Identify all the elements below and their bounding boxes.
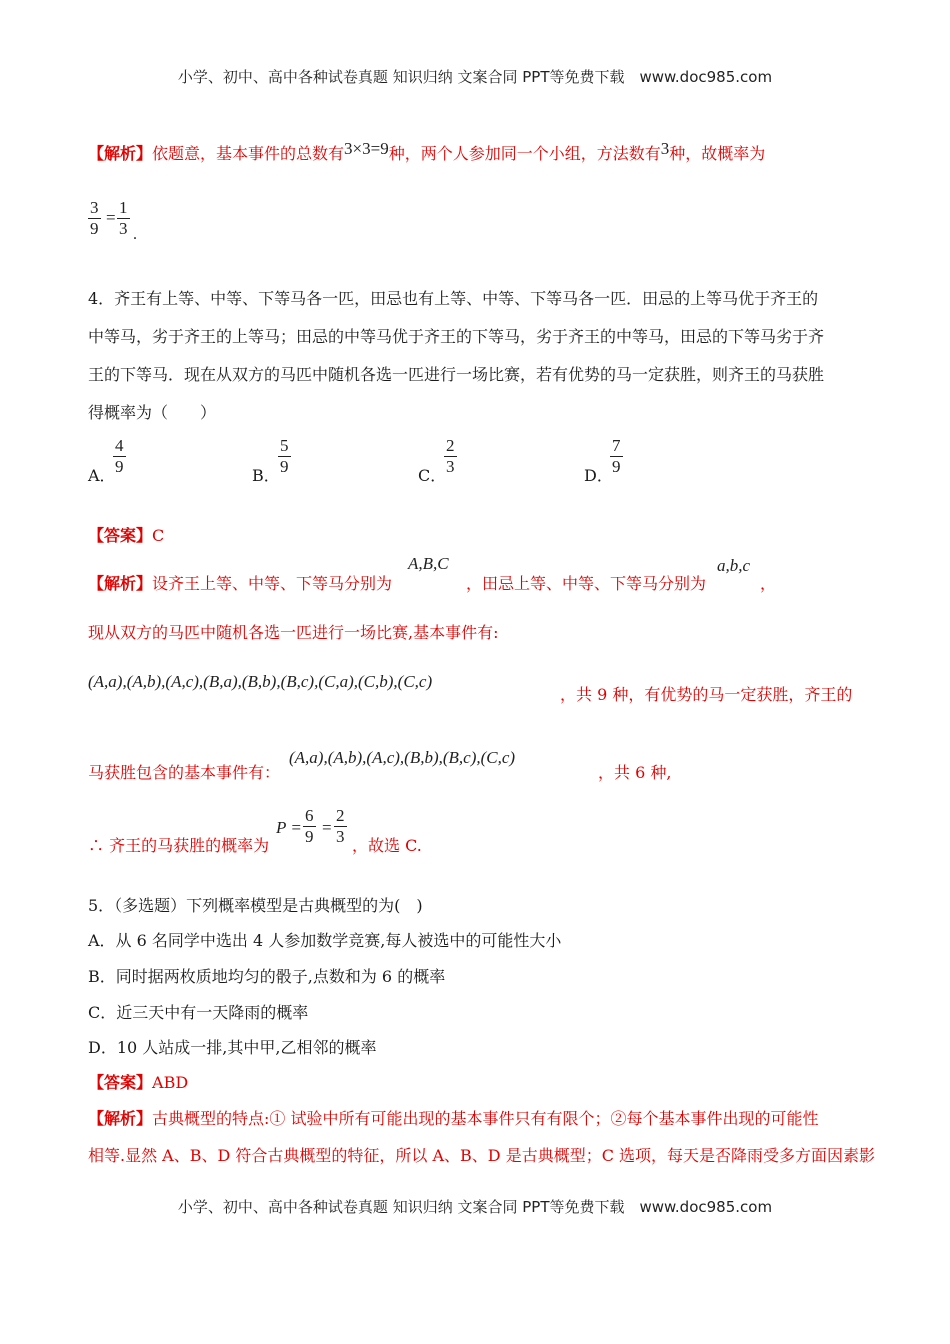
period: . xyxy=(133,226,137,243)
fraction xyxy=(117,198,130,239)
q5-analysis-line2: 相等.显然 A、B、D 符合古典概型的特征，所以 A、B、D 是古典概型；C 选项，每天是否降雨受多方面因素影 xyxy=(88,1146,876,1165)
denominator: 9 xyxy=(612,457,621,476)
numerator: 2 xyxy=(446,436,455,455)
numerator: 1 xyxy=(119,198,128,217)
q4-stem-line2: 中等马，劣于齐王的上等马；田忌的中等马优于齐王的下等马，劣于齐王的中等马，田忌的下等马劣于齐 xyxy=(88,327,825,346)
option-b-label: B． xyxy=(252,466,280,485)
numerator: 6 xyxy=(305,806,314,825)
q5-option-a: A．从 6 名同学中选出 4 人参加数学竞赛,每人被选中的可能性大小 xyxy=(88,931,562,950)
fraction xyxy=(334,806,347,847)
page-footer: 小学、初中、高中各种试卷真题 知识归纳 文案合同 PPT等免费下载 www.doc985.com xyxy=(177,1198,773,1216)
option-a-label: A． xyxy=(88,466,116,485)
q4-stem-line3: 王的下等马．现在从双方的马匹中随机各选一匹进行一场比赛，若有优势的马一定获胜，则齐王的马获胜 xyxy=(88,365,825,384)
option-b-fraction xyxy=(278,436,291,477)
q5-analysis-line1 xyxy=(88,1106,819,1129)
text: 设齐王上等、中等、下等马分别为 xyxy=(152,574,393,593)
q4-analysis-line1 xyxy=(88,571,392,594)
text: 依题意，基本事件的总数有 xyxy=(152,144,345,163)
answer-tag: 【答案】 xyxy=(88,526,153,545)
page-header: 小学、初中、高中各种试卷真题 知识归纳 文案合同 PPT等免费下载 www.doc985.com xyxy=(177,68,773,86)
denominator: 3 xyxy=(336,827,345,846)
denominator: 3 xyxy=(119,219,128,238)
analysis-tag: 【解析】 xyxy=(88,144,153,163)
text: 马获胜包含的基本事件有： xyxy=(88,763,281,782)
math-expr: (A,a),(A,b),(A,c),(B,b),(B,c),(C,c) xyxy=(289,748,516,767)
denominator: 9 xyxy=(115,457,124,476)
denominator: 3 xyxy=(446,457,455,476)
numerator: 2 xyxy=(336,806,345,825)
option-d-label: D． xyxy=(584,466,613,485)
option-d-fraction xyxy=(610,436,623,477)
numerator: 4 xyxy=(115,436,124,455)
text: 古典概型的特点:① 试验中所有可能出现的基本事件只有有限个；②每个基本事件出现的可能性 xyxy=(152,1109,819,1128)
analysis-tag: 【解析】 xyxy=(88,574,153,593)
text: ，田忌上等、中等、下等马分别为 xyxy=(466,574,707,593)
text: ，共 6 种, xyxy=(598,763,672,782)
math-expr: 3 xyxy=(660,139,670,158)
numerator: 7 xyxy=(612,436,621,455)
q5-option-d: D．10 人站成一排,其中甲,乙相邻的概率 xyxy=(88,1038,377,1057)
q4-analysis-line2: 现从双方的马匹中随机各选一匹进行一场比赛,基本事件有: xyxy=(88,623,499,642)
q5-option-b: B．同时据两枚质地均匀的骰子,点数和为 6 的概率 xyxy=(88,967,446,986)
answer-value: ABD xyxy=(152,1073,189,1092)
option-a-fraction xyxy=(113,436,126,477)
fraction xyxy=(303,806,316,847)
analysis-tag: 【解析】 xyxy=(88,1109,153,1128)
option-c-label: C． xyxy=(418,466,447,485)
q3-analysis-line1 xyxy=(88,141,765,164)
denominator: 9 xyxy=(90,219,99,238)
fraction xyxy=(88,198,101,239)
text: ， xyxy=(760,574,777,593)
math-expr: (A,a),(A,b),(A,c),(B,a),(B,b),(B,c),(C,a),(C,b),(C,c) xyxy=(88,672,433,691)
text: 种，两个人参加同一个小组，方法数有 xyxy=(388,144,661,163)
q5-option-c: C．近三天中有一天降雨的概率 xyxy=(88,1003,309,1022)
numerator: 3 xyxy=(90,198,99,217)
q5-answer xyxy=(88,1070,188,1093)
math-expr: 3×3=9 xyxy=(344,139,389,158)
denominator: 9 xyxy=(305,827,314,846)
math-expr: A,B,C xyxy=(408,554,449,573)
denominator: 9 xyxy=(280,457,289,476)
text: ∴ 齐王的马获胜的概率为 xyxy=(88,836,270,855)
math-expr: a,b,c xyxy=(717,556,751,575)
answer-tag: 【答案】 xyxy=(88,1073,153,1092)
q5-stem: 5．（多选题）下列概率模型是古典概型的为( ) xyxy=(88,896,423,915)
text: ，共 9 种，有优势的马一定获胜，齐王的 xyxy=(560,685,853,704)
text: 种，故概率为 xyxy=(669,144,766,163)
text: ，故选 C. xyxy=(352,836,422,855)
equals-sign: = xyxy=(106,208,116,227)
answer-value: C xyxy=(152,526,165,545)
option-c-fraction xyxy=(444,436,457,477)
q4-stem-line4: 得概率为（ ） xyxy=(88,403,217,422)
numerator: 5 xyxy=(280,436,289,455)
equals-sign: = xyxy=(322,818,332,837)
q4-answer xyxy=(88,523,164,546)
math-expr: P = xyxy=(276,818,302,837)
q4-stem-line1: 4．齐王有上等、中等、下等马各一匹，田忌也有上等、中等、下等马各一匹．田忌的上等马优于齐王的 xyxy=(88,289,819,308)
